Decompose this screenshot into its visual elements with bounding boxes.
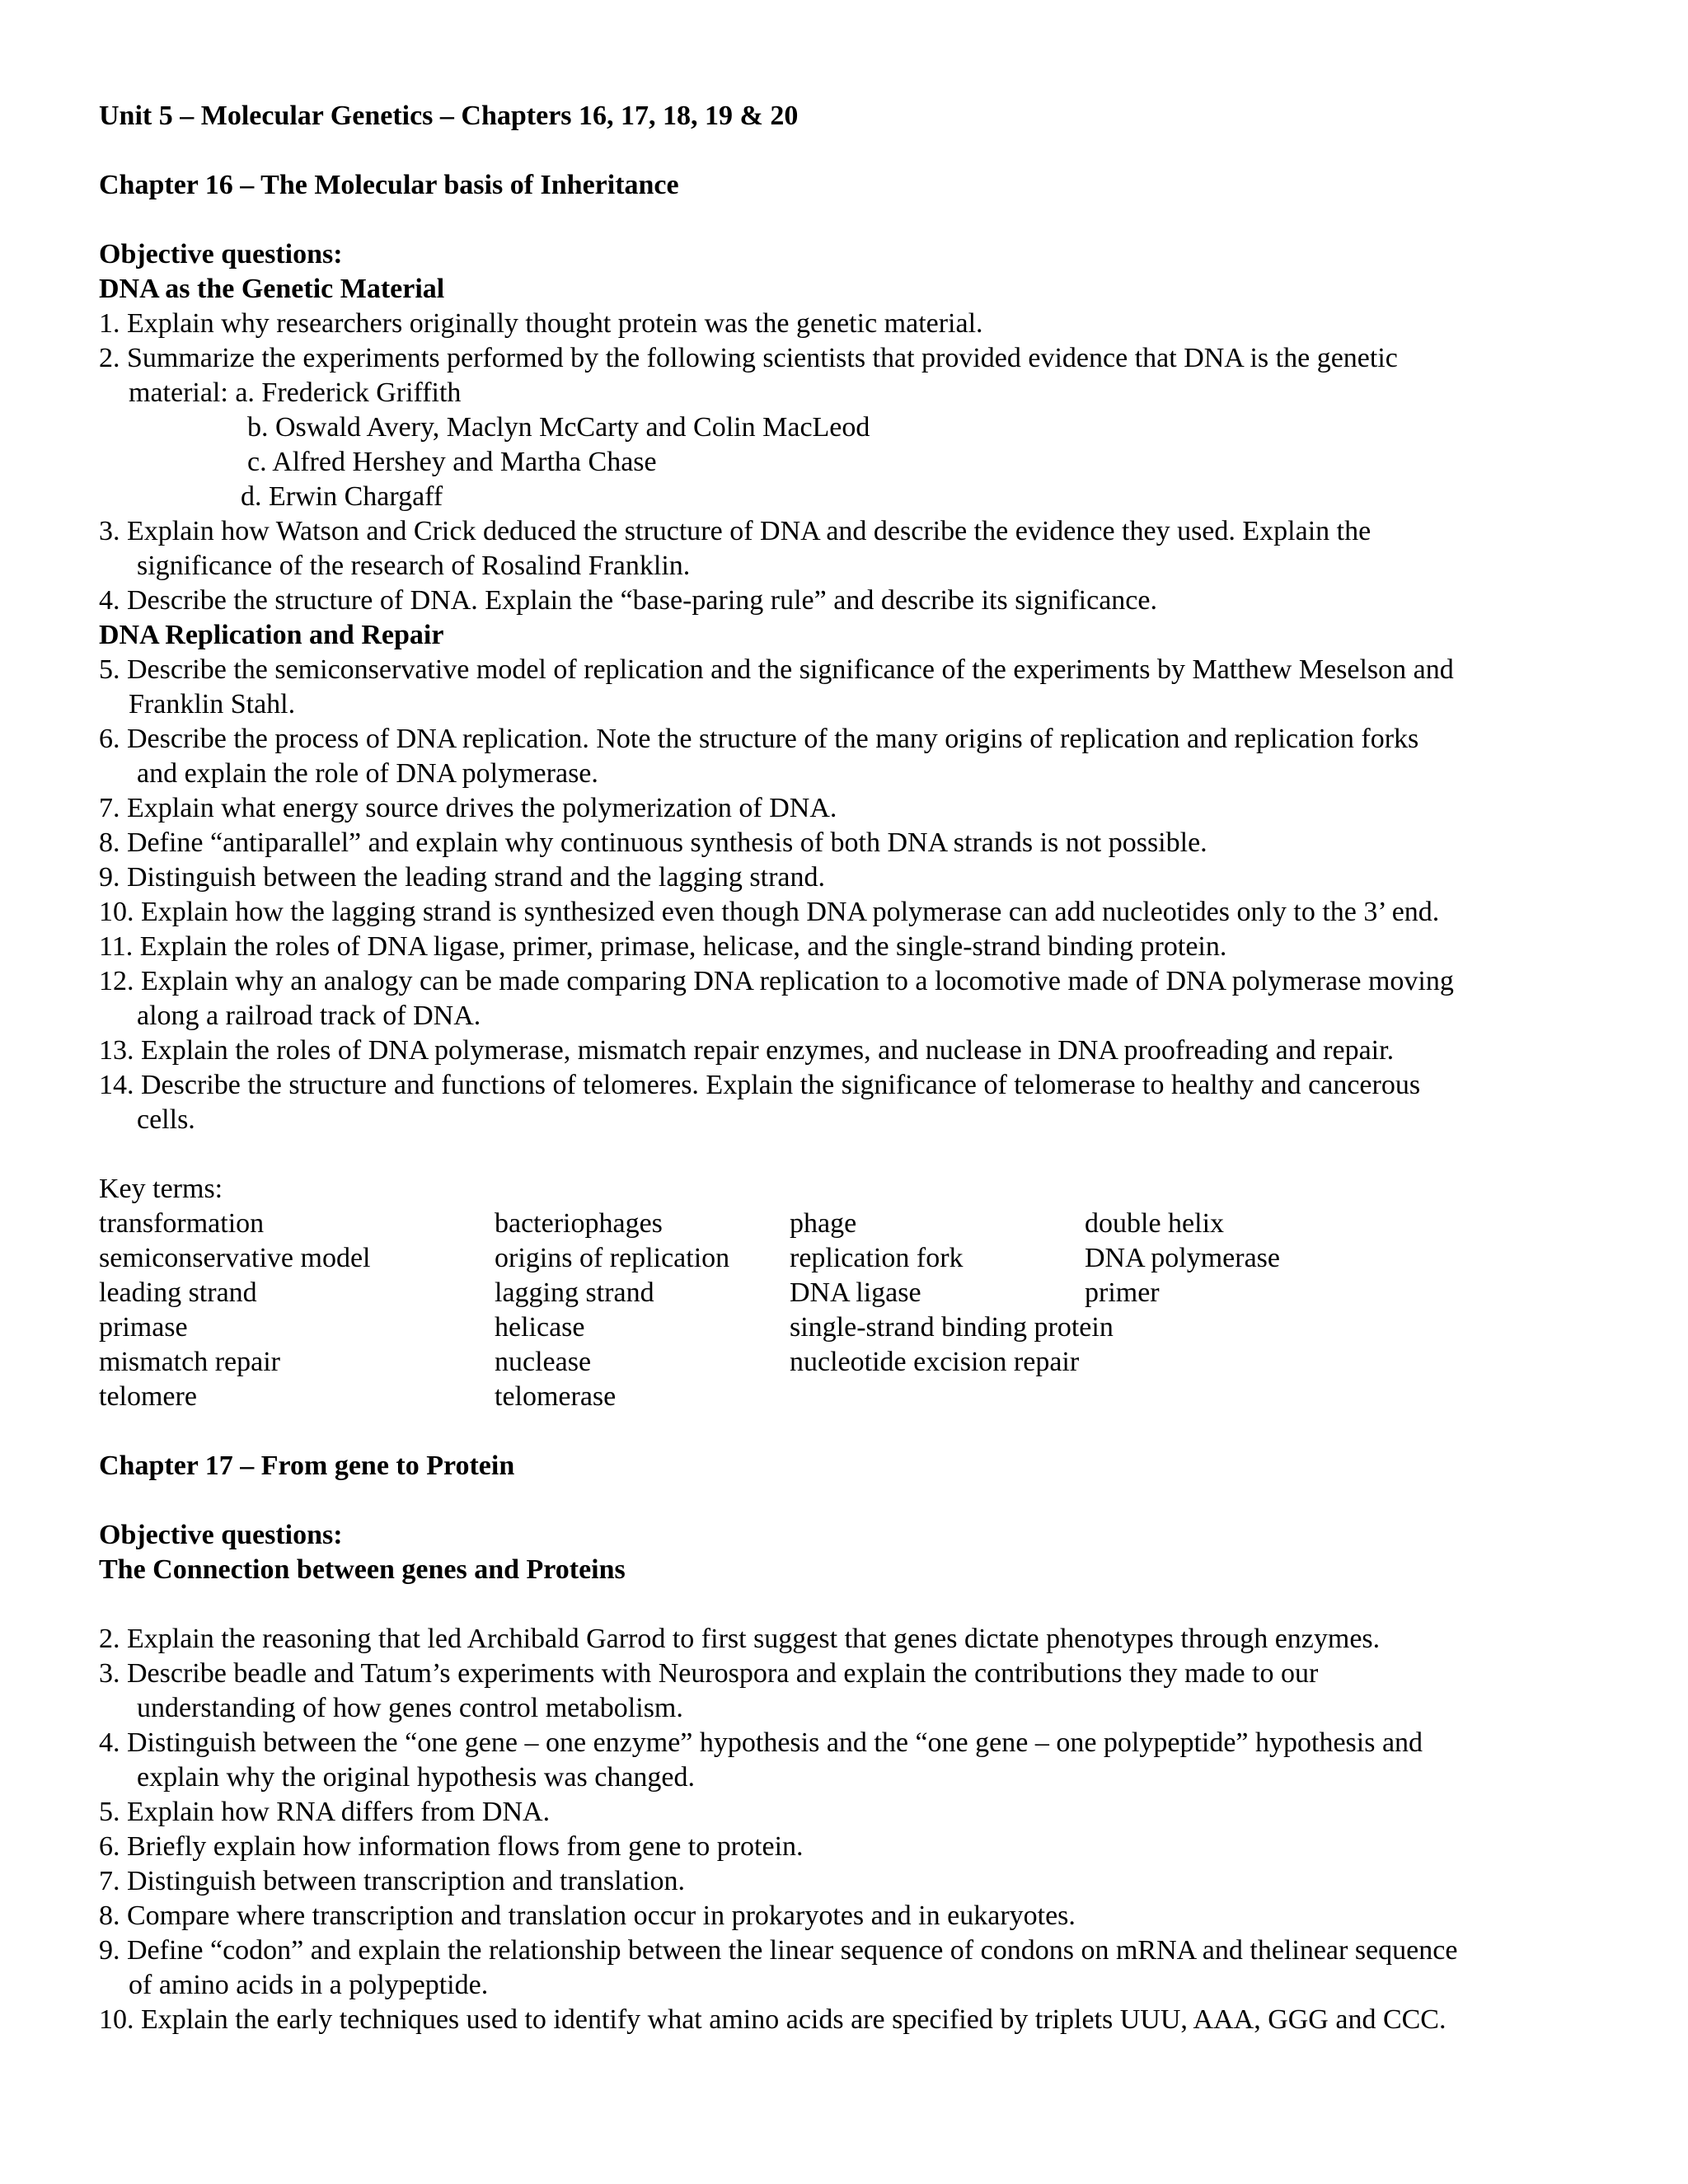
ch16-question-2b: b. Oswald Avery, Maclyn McCarty and Colin MacLeod [247,412,870,443]
ch17-question-7: 7. Distinguish between transcription and translation. [99,1866,686,1896]
key-term: nuclease [495,1347,592,1377]
ch16-question-12: 12. Explain why an analogy can be made comparing DNA replication to a locomotive made of DNA polymerase moving [99,966,1454,996]
key-term: helicase [495,1312,585,1343]
ch17-question-6: 6. Briefly explain how information flows from gene to protein. [99,1831,804,1862]
ch16-question-3: 3. Explain how Watson and Crick deduced the structure of DNA and describe the evidence they used. Explain the [99,516,1372,546]
ch16-question-14: 14. Describe the structure and functions of telomeres. Explain the significance of telomerase to healthy and cancerous [99,1070,1421,1100]
ch16-question-6-cont: and explain the role of DNA polymerase. [137,758,598,789]
ch16-question-6: 6. Describe the process of DNA replication. Note the structure of the many origins of replication and replication forks [99,724,1419,754]
key-term: semiconservative model [99,1243,371,1273]
ch17-section-genes-proteins: The Connection between genes and Proteins [99,1554,626,1585]
ch17-question-5: 5. Explain how RNA differs from DNA. [99,1797,551,1827]
ch17-question-9-cont: of amino acids in a polypeptide. [129,1970,489,2000]
ch16-section-dna-genetic-material: DNA as the Genetic Material [99,274,445,304]
ch16-question-2-cont: material: a. Frederick Griffith [129,377,462,408]
key-term: lagging strand [495,1277,654,1308]
ch16-question-2c: c. Alfred Hershey and Martha Chase [247,447,657,477]
ch16-objective-heading: Objective questions: [99,239,343,269]
ch16-question-4: 4. Describe the structure of DNA. Explain the “base-paring rule” and describe its significance. [99,585,1157,616]
ch16-question-3-cont: significance of the research of Rosalind Franklin. [137,551,691,581]
ch17-question-2: 2. Explain the reasoning that led Archibald Garrod to first suggest that genes dictate phenotypes through enzymes. [99,1624,1381,1654]
ch17-question-10: 10. Explain the early techniques used to identify what amino acids are specified by triplets UUU, AAA, GGG and CCC. [99,2004,1447,2035]
ch16-question-12-cont: along a railroad track of DNA. [137,1001,481,1031]
chapter-16-title: Chapter 16 – The Molecular basis of Inheritance [99,170,679,200]
ch16-question-14-cont: cells. [137,1104,195,1135]
key-term: origins of replication [495,1243,730,1273]
key-term: DNA polymerase [1085,1243,1281,1273]
ch16-question-2d: d. Erwin Chargaff [241,481,443,512]
ch16-question-10: 10. Explain how the lagging strand is synthesized even though DNA polymerase can add nucleotides only to the 3’ end. [99,897,1440,927]
key-term: telomerase [495,1381,617,1412]
ch17-question-8: 8. Compare where transcription and translation occur in prokaryotes and in eukaryotes. [99,1900,1076,1931]
ch16-question-7: 7. Explain what energy source drives the polymerization of DNA. [99,793,837,823]
ch17-question-3-cont: understanding of how genes control metabolism. [137,1693,683,1723]
key-term: double helix [1085,1208,1225,1239]
key-term: leading strand [99,1277,257,1308]
ch16-section-replication-repair: DNA Replication and Repair [99,620,444,650]
ch16-question-5: 5. Describe the semiconservative model of replication and the significance of the experiments by Matthew Meselson and [99,654,1454,685]
key-term: nucleotide excision repair [790,1347,1080,1377]
key-term: single-strand binding protein [790,1312,1114,1343]
key-term: replication fork [790,1243,964,1273]
chapter-17-title: Chapter 17 – From gene to Protein [99,1451,515,1481]
ch16-question-11: 11. Explain the roles of DNA ligase, primer, primase, helicase, and the single-strand binding protein. [99,931,1227,962]
key-terms-grid [99,1207,1607,1414]
ch16-question-5-cont: Franklin Stahl. [129,689,296,719]
key-term: DNA ligase [790,1277,921,1308]
ch16-question-8: 8. Define “antiparallel” and explain why continuous synthesis of both DNA strands is not possible. [99,827,1207,858]
ch17-objective-heading: Objective questions: [99,1520,343,1550]
ch16-question-2: 2. Summarize the experiments performed by the following scientists that provided evidence that DNA is the genetic [99,343,1398,373]
ch16-question-13: 13. Explain the roles of DNA polymerase, mismatch repair enzymes, and nuclease in DNA proofreading and repair. [99,1035,1395,1066]
key-term: transformation [99,1208,265,1239]
ch16-question-1: 1. Explain why researchers originally thought protein was the genetic material. [99,308,983,339]
ch17-question-3: 3. Describe beadle and Tatum’s experiments with Neurospora and explain the contributions they made to our [99,1658,1319,1689]
key-term: primase [99,1312,188,1343]
ch17-question-9: 9. Define “codon” and explain the relationship between the linear sequence of condons on mRNA and thelinear sequence [99,1935,1458,1966]
ch17-question-4: 4. Distinguish between the “one gene – one enzyme” hypothesis and the “one gene – one polypeptide” hypothesis and [99,1727,1423,1758]
key-term: phage [790,1208,857,1239]
key-term: bacteriophages [495,1208,663,1239]
ch16-question-9: 9. Distinguish between the leading strand and the lagging strand. [99,862,825,893]
key-term: primer [1085,1277,1160,1308]
key-terms-heading: Key terms: [99,1174,223,1204]
key-term: mismatch repair [99,1347,280,1377]
document-content [99,99,1607,2037]
key-term: telomere [99,1381,197,1412]
ch17-question-4-cont: explain why the original hypothesis was changed. [137,1762,696,1793]
unit-title: Unit 5 – Molecular Genetics – Chapters 16, 17, 18, 19 & 20 [99,101,799,131]
